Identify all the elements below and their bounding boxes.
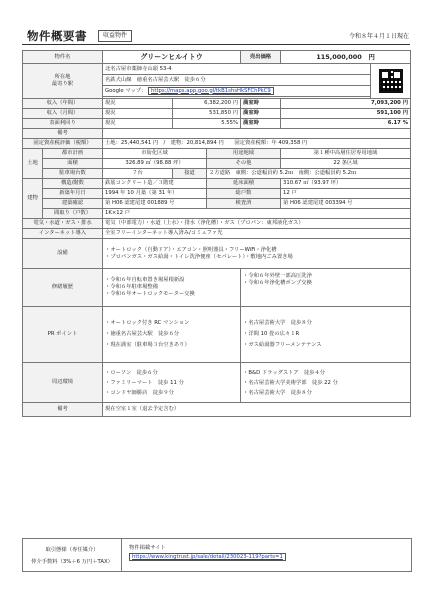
built-date-value: 1994 年 10 月築（第 31 年） — [103, 189, 207, 199]
land-area-value: 326.89 ㎡（98.88 坪） — [103, 159, 207, 169]
utilities-value: 電気（中部電力）・水道（上水）・排水（浄化槽）・ガス（プロパン：東邦液化ガス） — [103, 219, 411, 229]
pr-item: ・ ガス給湯器フリーメンテナンス — [243, 340, 408, 351]
land-group-label: 土地 — [23, 149, 43, 179]
brokerage-fee: 仲介手数料（3%＋6 万円＋TAX） — [31, 559, 113, 565]
current-label: 現況 — [103, 99, 173, 109]
building-cert-label: 建築確認 — [43, 199, 103, 209]
use-district-value: 第１種中高層住居専用地域 — [281, 149, 411, 159]
total-units-label: 総戸数 — [207, 189, 281, 199]
annual-income-current: 6,382,200 円 — [173, 99, 241, 109]
remarks-label: 備考 — [23, 129, 103, 139]
full-label: 満室時 — [241, 109, 281, 119]
header-rule — [22, 44, 410, 45]
repair-item: ・ 令和６年浄化槽ポンプ交換 — [243, 280, 408, 287]
zoning-value: 市街化区域 — [103, 149, 207, 159]
pr-item: ・ 現在満室（駐車場３台空きあり） — [105, 340, 238, 351]
internet-value: 全室フリーインターネット導入済み/コミュファ光 — [103, 229, 411, 239]
internet-label: インターネット導入 — [23, 229, 103, 239]
listing-site-link[interactable]: https://www.kingtrust.jp/sale/detail/230023-119?parts=1 — [129, 553, 286, 561]
google-map-row — [103, 86, 371, 97]
floor-plan-value: 1K×12 戸 — [103, 209, 411, 219]
equipment-item: ・ プロパンガス・ガス給湯・トイレ洗浄便座（セパレート）・敷地内ごみ置き場 — [105, 254, 408, 261]
use-district-label: 用途地域 — [207, 149, 281, 159]
pr-item: ・ 洋間 10 畳の広々１R — [243, 329, 408, 340]
price-value: 115,000,000 円 — [281, 51, 411, 64]
structure-label: 構造/階数 — [43, 179, 103, 189]
repair-item: ・ 令和６年オートロックモーター交換 — [105, 291, 238, 298]
building-group-label: 建物 — [23, 179, 43, 219]
floor-plan-label: 間取り（戸数） — [43, 209, 103, 219]
transaction-type: 取引態様（専任媒介） — [45, 547, 99, 553]
full-label: 満室時 — [241, 119, 281, 129]
price-label: 売出価格 — [241, 51, 281, 64]
equipment-list — [103, 239, 411, 269]
equipment-label: 設備 — [23, 239, 103, 269]
google-map-link[interactable]: https://maps.app.goo.gl/tkB1shsHkSFChPkC9 — [148, 87, 274, 95]
structure-value: 鉄筋コンクリート造／３階建 — [103, 179, 207, 189]
nearest-station: 名鉄犬山線 徳重名古屋芸大駅 徒歩６分 — [103, 75, 371, 86]
land-other-label: その他 — [207, 159, 281, 169]
surroundings-item: ・ コンドヤ師勝店 徒歩９分 — [105, 388, 238, 398]
repair-item: ・ 令和６年外壁一部高圧洗浄 — [243, 273, 408, 280]
summary-table — [22, 50, 411, 417]
surroundings-item: ・ B&D ドラッグストア 徒歩４分 — [243, 368, 408, 378]
surroundings-label: 周辺環境 — [23, 363, 103, 403]
transaction-terms — [23, 539, 122, 571]
total-units-value: 12 戸 — [281, 189, 411, 199]
surroundings-item: ・ ローソン 徒歩６分 — [105, 368, 238, 378]
repair-list-right — [241, 269, 411, 307]
annual-income-label: 収入（年間） — [23, 99, 103, 109]
inspection-label: 検査済 — [207, 199, 281, 209]
remarks2-value: 現在空室１室（退去予定含む） — [103, 403, 411, 417]
surroundings-item: ・ ファミリーマート 徒歩 11 分 — [105, 378, 238, 388]
built-date-label: 新築年月日 — [43, 189, 103, 199]
current-label: 現況 — [103, 119, 173, 129]
repair-item: ・ 令和６年駐車場整備 — [105, 284, 238, 291]
tax-assessment-value: 土地：25,440,541 円 / 建物：20,814,894 円 固定資産税額：年 409,358 円 — [103, 139, 411, 149]
location-label: 所在地 最寄り駅 — [23, 64, 103, 99]
gross-yield-current: 5.55% — [173, 119, 241, 129]
land-area-label: 面積 — [43, 159, 103, 169]
google-map-label: Google マップ： — [105, 87, 147, 94]
annual-income-full: 7,093,200 円 — [281, 99, 411, 109]
qr-code-icon[interactable] — [379, 69, 403, 93]
inspection-value: 第 H06 認建尾建 003394 号 — [281, 199, 411, 209]
building-cert-value: 第 H06 認建尾建 001889 号 — [103, 199, 207, 209]
equipment-item: ・ オートロック（自動ドア）・エアコン・照明器具・フリーWiFi・浄化槽 — [105, 247, 408, 254]
land-other-value: 22 条区域 — [281, 159, 411, 169]
remarks2-label: 備考 — [23, 403, 103, 417]
surroundings-item: ・ 名古屋芸術大学美術学部 徒歩 22 分 — [243, 378, 408, 388]
monthly-income-label: 収入（月間） — [23, 109, 103, 119]
pr-list-left — [103, 307, 241, 363]
property-name: グリーンヒルイトウ — [103, 51, 241, 64]
surroundings-list-right — [241, 363, 411, 403]
surroundings-item: ・ 名古屋芸術大学 徒歩８分 — [243, 388, 408, 398]
floor-area-value: 310.67 ㎡（93.97 坪） — [281, 179, 411, 189]
full-label: 満室時 — [241, 99, 281, 109]
tax-assessment-label: 固定資産税評価（税額） — [23, 139, 103, 149]
property-name-label: 物件名 — [23, 51, 103, 64]
floor-area-label: 延床面積 — [207, 179, 281, 189]
document-title: 物件概要書 — [27, 29, 87, 43]
utilities-label: 電気・水道・ガス・排水 — [23, 219, 103, 229]
pr-list-right — [241, 307, 411, 363]
listing-site-label: 物件掲載サイト — [129, 545, 166, 551]
repair-history-label: 修繕履歴 — [23, 269, 103, 307]
footer-box — [22, 538, 412, 572]
pr-item: ・ 名古屋芸術大学 徒歩８分 — [243, 318, 408, 329]
pr-item: ・ 徳重名古屋芸大駅 徒歩６分 — [105, 329, 238, 340]
surroundings-list-left — [103, 363, 241, 403]
parking-value: ７台 — [103, 169, 173, 179]
parking-label: 駐車場台数 — [43, 169, 103, 179]
property-type-badge: 収益物件 — [98, 30, 132, 42]
listing-site — [129, 543, 286, 560]
gross-yield-full: 6.17 % — [281, 119, 411, 129]
repair-list-left — [103, 269, 241, 307]
gross-yield-label: 表面利回り — [23, 119, 103, 129]
road-label: 接道 — [173, 169, 207, 179]
current-label: 現況 — [103, 109, 173, 119]
monthly-income-full: 591,100 円 — [281, 109, 411, 119]
pr-points-label: PR ポイント — [23, 307, 103, 363]
zoning-label: 都市計画 — [43, 149, 103, 159]
remarks-value — [103, 129, 411, 139]
repair-item: ・ 令和６年自転車置き場屋根新設 — [105, 277, 238, 284]
monthly-income-current: 531,850 円 — [173, 109, 241, 119]
pr-item: ・ オートロック付き RC マンション — [105, 318, 238, 329]
road-value: ２方道路 東側：公道幅員約 5.2ｍ 南側：公道幅員約 5.2ｍ — [207, 169, 411, 179]
address: 北名古屋市薬師寺山頭 53-4 — [103, 64, 371, 75]
as-of-date: 令和８年４月１日現在 — [348, 33, 409, 40]
qr-cell — [371, 64, 411, 99]
